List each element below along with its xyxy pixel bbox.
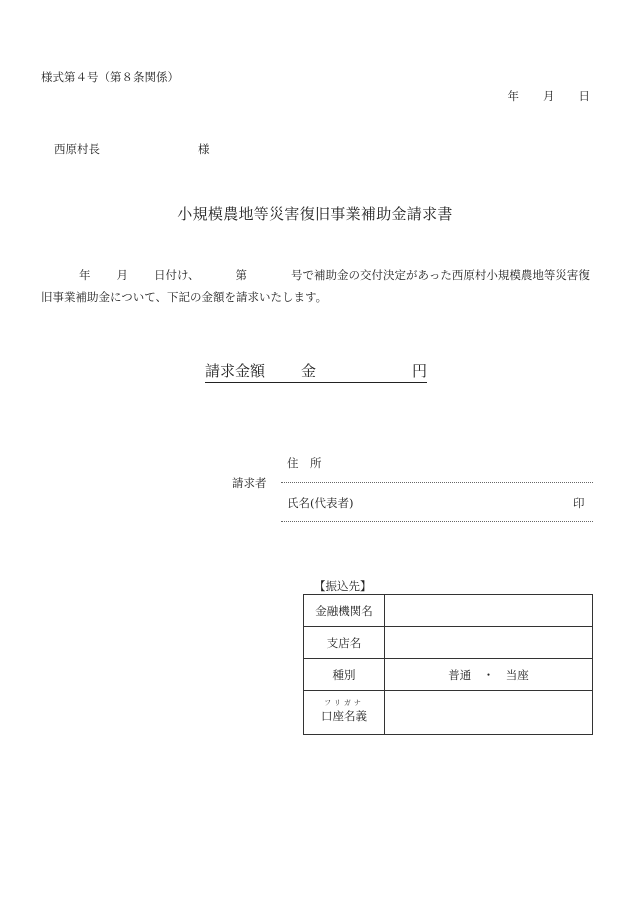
addressee	[54, 141, 210, 157]
date-day-label: 日	[578, 89, 590, 103]
bank-row-holder	[304, 691, 593, 735]
name-label: 氏名(代表者)	[287, 496, 354, 510]
holder-value	[385, 691, 593, 735]
body-dated: 日付け、	[154, 268, 200, 282]
type-label: 種別	[304, 659, 385, 691]
date-line	[508, 88, 591, 104]
claimant-label: 請求者	[232, 476, 267, 490]
seal-mark: 印	[573, 496, 585, 510]
type-value: 普通 ・ 当座	[385, 659, 593, 691]
holder-label: 口座名義	[321, 709, 367, 723]
bank-heading: 【振込先】	[314, 579, 372, 593]
date-month-label: 月	[543, 89, 555, 103]
addressee-name: 西原村長	[54, 142, 100, 156]
branch-value	[385, 627, 593, 659]
bank-table	[303, 594, 593, 735]
bank-row-institution	[304, 595, 593, 627]
bank-row-branch	[304, 627, 593, 659]
request-body	[41, 264, 593, 308]
holder-furigana: フリガナ	[324, 699, 364, 707]
amount-label: 請求金額	[205, 362, 266, 380]
body-text: 号で補助金の交付決定があった西原村小規模農地等災害復旧事業補助金について、下記の金額を請求いたします。	[41, 268, 590, 304]
date-year-label: 年	[507, 89, 519, 103]
name-line	[281, 521, 593, 522]
holder-label-cell	[304, 691, 385, 735]
institution-value	[385, 595, 593, 627]
address-label: 住 所	[287, 456, 322, 470]
bank-row-type	[304, 659, 593, 691]
amount-kin: 金	[301, 362, 317, 380]
body-month: 月	[116, 268, 128, 282]
body-dai: 第	[235, 268, 248, 282]
amount-yen: 円	[412, 362, 428, 380]
document-title: 小規模農地等災害復旧事業補助金請求書	[177, 205, 453, 223]
form-number: 様式第４号（第８条関係）	[41, 70, 179, 84]
institution-label: 金融機関名	[304, 595, 385, 627]
claim-amount	[205, 360, 427, 383]
body-year: 年	[79, 268, 91, 282]
address-line	[281, 482, 593, 483]
addressee-honorific: 様	[198, 142, 210, 156]
branch-label: 支店名	[304, 627, 385, 659]
